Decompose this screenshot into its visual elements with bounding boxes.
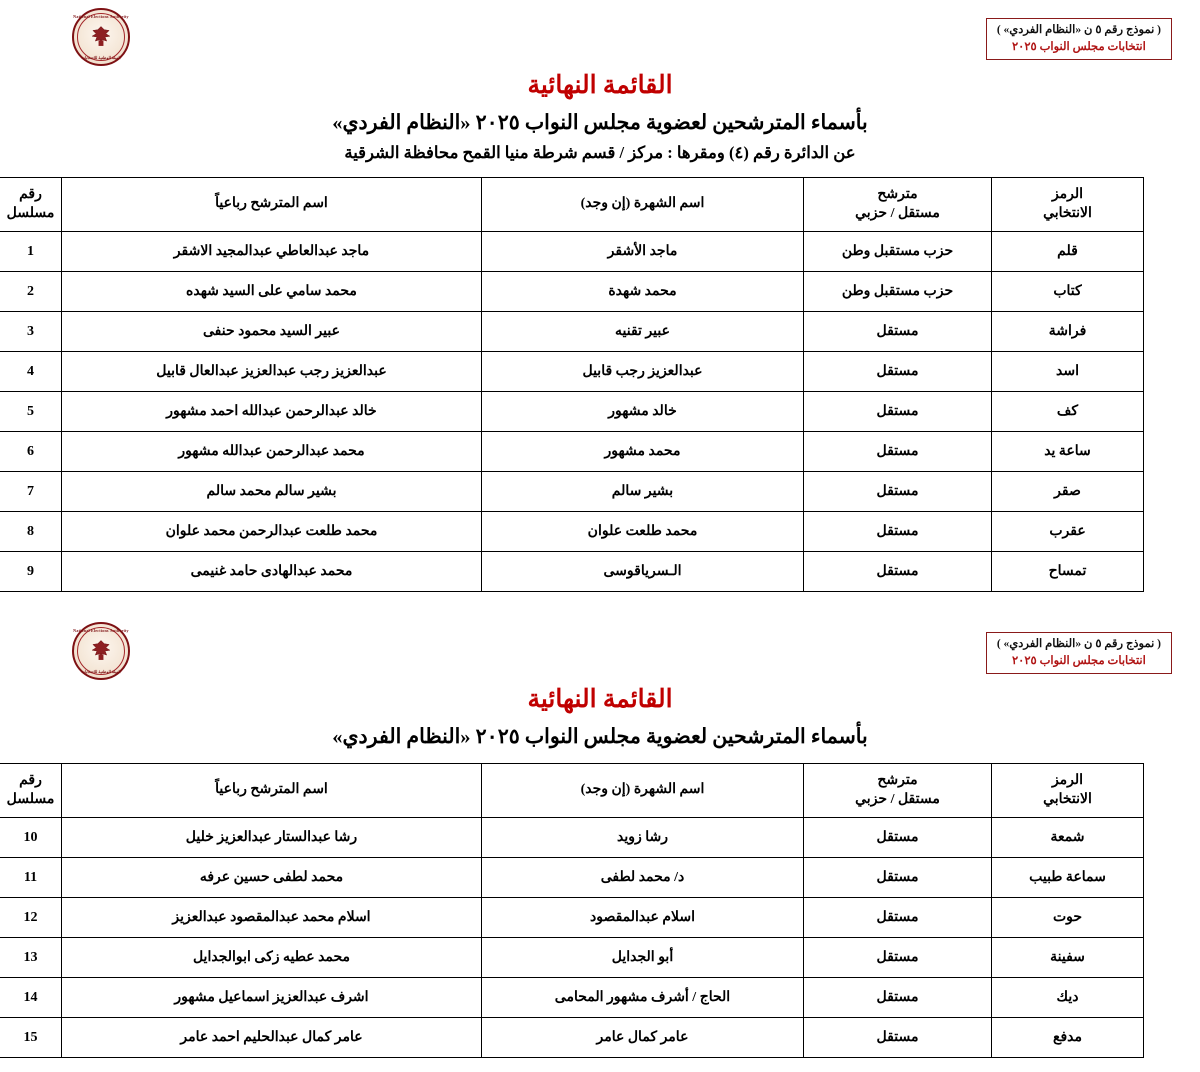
- table-row: [0, 352, 1144, 392]
- page-title: القائمة النهائية: [527, 686, 673, 713]
- cell-fame-name: محمد شهدة: [482, 272, 804, 312]
- district-line: عن الدائرة رقم (٤) ومقرها : مركز / قسم شرطة منيا القمح محافظة الشرقية: [344, 143, 856, 162]
- table-header-row: [0, 764, 1144, 818]
- page-subtitle: بأسماء المترشحين لعضوية مجلس النواب ٢٠٢٥ «النظام الفردي»: [332, 726, 868, 748]
- document-page-2: [0, 614, 1200, 1058]
- cell-full-name: اشرف عبدالعزيز اسماعيل مشهور: [62, 978, 482, 1018]
- cell-fame-name: عامر كمال عامر: [482, 1018, 804, 1058]
- cell-full-name: محمد لطفى حسين عرفه: [62, 858, 482, 898]
- cell-serial: 5: [0, 392, 62, 432]
- col-full-name: اسم المترشح رباعياً: [62, 178, 482, 232]
- emblem-bottom-text: الهيئة الوطنية للانتخابات: [81, 55, 121, 60]
- cell-party: مستقل: [804, 432, 992, 472]
- cell-symbol: سفينة: [992, 938, 1144, 978]
- cell-symbol: حوت: [992, 898, 1144, 938]
- cell-symbol: تمساح: [992, 552, 1144, 592]
- cell-fame-name: اسلام عبدالمقصود: [482, 898, 804, 938]
- cell-fame-name: عبير تقنيه: [482, 312, 804, 352]
- table-row: [0, 432, 1144, 472]
- page-subtitle: بأسماء المترشحين لعضوية مجلس النواب ٢٠٢٥ «النظام الفردي»: [332, 112, 868, 134]
- sheet-header-1: [0, 0, 1200, 62]
- cell-symbol: فراشة: [992, 312, 1144, 352]
- candidates-table-1: [0, 177, 1144, 592]
- emblem-bottom-text: الهيئة الوطنية للانتخابات: [81, 669, 121, 674]
- cell-serial: 15: [0, 1018, 62, 1058]
- cell-symbol: مدفع: [992, 1018, 1144, 1058]
- table-row: [0, 938, 1144, 978]
- form-number-stamp: [986, 632, 1172, 674]
- cell-full-name: عامر كمال عبدالحليم احمد عامر: [62, 1018, 482, 1058]
- cell-fame-name: د/ محمد لطفى: [482, 858, 804, 898]
- cell-serial: 4: [0, 352, 62, 392]
- cell-symbol: عقرب: [992, 512, 1144, 552]
- table-row: [0, 312, 1144, 352]
- cell-party: مستقل: [804, 1018, 992, 1058]
- cell-symbol: شمعة: [992, 818, 1144, 858]
- cell-full-name: بشير سالم محمد سالم: [62, 472, 482, 512]
- cell-serial: 11: [0, 858, 62, 898]
- cell-symbol: ساعة يد: [992, 432, 1144, 472]
- cell-party: مستقل: [804, 312, 992, 352]
- col-fame-name: اسم الشهرة (إن وجد): [482, 178, 804, 232]
- cell-fame-name: الحاج / أشرف مشهور المحامى: [482, 978, 804, 1018]
- table-header-row: [0, 178, 1144, 232]
- cell-serial: 7: [0, 472, 62, 512]
- table-row: [0, 552, 1144, 592]
- col-symbol: الرمز الانتخابي: [992, 764, 1144, 818]
- cell-full-name: خالد عبدالرحمن عبدالله احمد مشهور: [62, 392, 482, 432]
- sheet-header-2: [0, 614, 1200, 676]
- cell-party: مستقل: [804, 858, 992, 898]
- cell-party: مستقل: [804, 978, 992, 1018]
- cell-full-name: رشا عبدالستار عبدالعزيز خليل: [62, 818, 482, 858]
- cell-full-name: اسلام محمد عبدالمقصود عبدالعزيز: [62, 898, 482, 938]
- cell-fame-name: محمد مشهور: [482, 432, 804, 472]
- cell-fame-name: خالد مشهور: [482, 392, 804, 432]
- table-row: [0, 272, 1144, 312]
- cell-party: حزب مستقبل وطن: [804, 232, 992, 272]
- candidates-table-wrap-2: [0, 763, 1200, 1058]
- table-row: [0, 978, 1144, 1018]
- table-row: [0, 512, 1144, 552]
- cell-full-name: محمد سامي على السيد شهده: [62, 272, 482, 312]
- cell-party: مستقل: [804, 552, 992, 592]
- emblem-top-text: National Elections Authority: [73, 14, 129, 19]
- cell-symbol: كتاب: [992, 272, 1144, 312]
- cell-symbol: كف: [992, 392, 1144, 432]
- col-symbol: الرمز الانتخابي: [992, 178, 1144, 232]
- cell-symbol: قلم: [992, 232, 1144, 272]
- candidates-table-wrap-1: [0, 177, 1200, 592]
- cell-full-name: محمد طلعت عبدالرحمن محمد علوان: [62, 512, 482, 552]
- egypt-eagle-emblem-icon: [72, 8, 130, 66]
- cell-serial: 1: [0, 232, 62, 272]
- cell-serial: 2: [0, 272, 62, 312]
- table-row: [0, 858, 1144, 898]
- col-party: مترشح مستقل / حزبي: [804, 178, 992, 232]
- cell-fame-name: أبو الجدايل: [482, 938, 804, 978]
- col-fame-name: اسم الشهرة (إن وجد): [482, 764, 804, 818]
- table-row: [0, 898, 1144, 938]
- cell-symbol: سماعة طبيب: [992, 858, 1144, 898]
- cell-full-name: عبدالعزيز رجب عبدالعزيز عبدالعال قابيل: [62, 352, 482, 392]
- cell-serial: 14: [0, 978, 62, 1018]
- table-row: [0, 818, 1144, 858]
- cell-serial: 6: [0, 432, 62, 472]
- form-stamp-line2: انتخابات مجلس النواب ٢٠٢٥: [1011, 40, 1146, 53]
- table-row: [0, 232, 1144, 272]
- eagle-icon: [88, 638, 114, 664]
- candidates-table-2: [0, 763, 1144, 1058]
- cell-full-name: محمد عطيه زكى ابوالجدايل: [62, 938, 482, 978]
- cell-serial: 13: [0, 938, 62, 978]
- col-serial: رقم مسلسل: [0, 178, 62, 232]
- form-stamp-line2: انتخابات مجلس النواب ٢٠٢٥: [1011, 654, 1146, 667]
- page-title: القائمة النهائية: [527, 72, 673, 99]
- cell-fame-name: محمد طلعت علوان: [482, 512, 804, 552]
- table-row: [0, 392, 1144, 432]
- egypt-eagle-emblem-icon: [72, 622, 130, 680]
- cell-full-name: محمد عبدالرحمن عبدالله مشهور: [62, 432, 482, 472]
- cell-serial: 3: [0, 312, 62, 352]
- emblem-top-text: National Elections Authority: [73, 628, 129, 633]
- cell-serial: 9: [0, 552, 62, 592]
- cell-fame-name: الـسرياقوسى: [482, 552, 804, 592]
- cell-symbol: صقر: [992, 472, 1144, 512]
- table-row: [0, 472, 1144, 512]
- form-number-stamp: [986, 18, 1172, 60]
- cell-party: مستقل: [804, 352, 992, 392]
- cell-party: حزب مستقبل وطن: [804, 272, 992, 312]
- cell-party: مستقل: [804, 818, 992, 858]
- cell-symbol: اسد: [992, 352, 1144, 392]
- cell-fame-name: بشير سالم: [482, 472, 804, 512]
- col-serial: رقم مسلسل: [0, 764, 62, 818]
- col-full-name: اسم المترشح رباعياً: [62, 764, 482, 818]
- form-stamp-line1: ( نموذج رقم ٥ ن «النظام الفردي» ): [996, 638, 1161, 650]
- cell-party: مستقل: [804, 392, 992, 432]
- cell-full-name: عبير السيد محمود حنفى: [62, 312, 482, 352]
- cell-fame-name: عبدالعزيز رجب قابيل: [482, 352, 804, 392]
- form-stamp-line1: ( نموذج رقم ٥ ن «النظام الفردي» ): [996, 24, 1161, 36]
- cell-full-name: محمد عبدالهادى حامد غنيمى: [62, 552, 482, 592]
- cell-fame-name: رشا زويد: [482, 818, 804, 858]
- cell-party: مستقل: [804, 898, 992, 938]
- eagle-icon: [88, 24, 114, 50]
- cell-party: مستقل: [804, 512, 992, 552]
- page-separator: [0, 592, 1200, 614]
- cell-party: مستقل: [804, 938, 992, 978]
- cell-fame-name: ماجد الأشقر: [482, 232, 804, 272]
- cell-symbol: ديك: [992, 978, 1144, 1018]
- cell-serial: 12: [0, 898, 62, 938]
- table-row: [0, 1018, 1144, 1058]
- cell-serial: 10: [0, 818, 62, 858]
- cell-party: مستقل: [804, 472, 992, 512]
- col-party: مترشح مستقل / حزبي: [804, 764, 992, 818]
- cell-full-name: ماجد عبدالعاطي عبدالمجيد الاشقر: [62, 232, 482, 272]
- cell-serial: 8: [0, 512, 62, 552]
